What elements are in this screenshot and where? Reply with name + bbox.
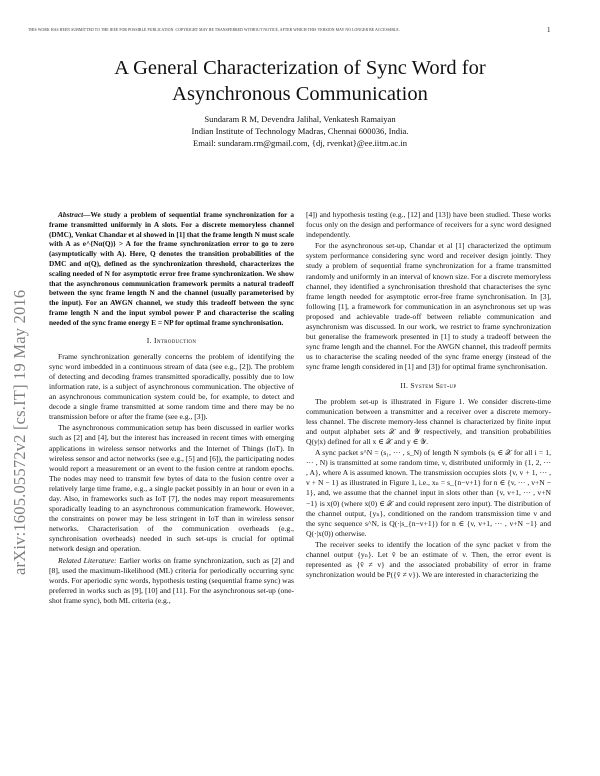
setup-paragraph-3: The receiver seeks to identify the location of the sync packet v from the channel output {yₙ}. Let v̂ be an estimate of v. Then, the error event is represented as {v̂ ≠ v} and the associated probability of error in frame synchronization would be P({v̂ ≠ v}). We are interested in characterizing the — [306, 539, 551, 580]
title-line-1: A General Characterization of Sync Word for — [114, 57, 486, 79]
intro-paragraph-3: For the asynchronous set-up, Chandar et al [1] characterized the optimum system performance considering sync word and receiver design jointly. They study a problem of sequential frame synchronization for a frame transmitted randomly and uniformly in an interval of known size. For a discrete memoryless channel, they identified a synchronisation threshold that characterises the sync frame length needed for asymptotic error-free frame synchronisation. In [3], following [1], a framework for communication in an asynchronous set up was proposed and achievable trade-off between reliable communication and asynchronism was discussed. In our work, we restrict to frame synchronization but generalise the framework presented in [1] to study a tradeoff between the sync frame length and the channel. For the AWGN channel, this tradeoff permits us to characterise the scaling needed of the sync frame energy (instead of the sync frame length considered in [1] and [3]) for optimal frame synchronisation. — [306, 241, 551, 372]
section-heading-system-setup: II. System Set-up — [400, 380, 457, 390]
arxiv-stamp: arXiv:1605.05572v2 [cs.IT] 19 May 2016 — [10, 289, 29, 575]
author-affiliation: Indian Institute of Technology Madras, Chennai 600036, India. — [191, 126, 409, 136]
related-literature-paragraph — [49, 556, 294, 606]
intro-paragraph-1: Frame synchronization generally concerns the problem of identifying the sync word imbedded in a continuous stream of data (see e.g., [2]). The problem of detecting and decoding frames transmitted sporadically, possibly due to low information rate, is a subject of asynchronous communication. The objective of an asynchronous communication system could be, for example, to detect and decode a single frame transmitted at some random time and there may be no transmission before or after the frame (see e.g., [3]). — [49, 351, 294, 422]
setup-paragraph-1: The problem set-up is illustrated in Figure 1. We consider discrete-time communication between a transmitter and a receiver over a discrete memory-less channel. The discrete memory-less channel is characterized by finite input and output alphabet sets 𝒳 and 𝒴 respectively, and transition probabilities Q(y|x) defined for all x ∈ 𝒳 and y ∈ 𝒴. — [306, 396, 551, 446]
abstract-label: Abstract — [58, 210, 84, 219]
copyright-notice: THIS WORK HAS BEEN SUBMITTED TO THE IEEE FOR POSSIBLE PUBLICATION. COPYRIGHT MAY BE TRANSFERRED WITHOUT NOTICE, AFTER WHICH THIS VERSION MAY NO LONGER BE ACCESSIBLE. — [28, 28, 400, 32]
related-literature-label: Related Literature: — [58, 555, 117, 565]
related-literature-text: Earlier works on frame synchronization, such as [2] and [8], used the maximum-likelihood (ML) criteria for periodically occurring sync words. For aperiodic sync words, hypothesis testing (sequential frame sync) was preferred in works such as [9], [10] and [11]. For the asynchronous set-up (one-shot frame sync), both ML criteria (e.g., — [49, 555, 294, 605]
title-line-2: Asynchronous Communication — [172, 83, 428, 105]
setup-paragraph-2: A sync packet s^N = (s₁, ··· , s_N) of length N symbols (sᵢ ∈ 𝒳 for all i = 1, ··· , N) is transmitted at some random time, v, distributed uniformly in {1, 2, ··· , A}, where A is assumed known. The transmission occupies slots {v, v + 1, ··· , v + N − 1} as illustrated in Figure 1, i.e., xₙ = s_{n−v+1} for n ∈ {v, ··· , v+N − 1}, and, we assume that the channel input in slots other than {v, v+1, ··· , v+N −1} is x(0) (where x(0) ∈ 𝒳 and could represent zero input). The distribution of the channel output, {yₙ}, conditioned on the random transmission time v and the sync sequence s^N, is Q(·|s_{n−v+1}) for n ∈ {v, v+1, ··· , v+N −1} and Q(·|x(0)) otherwise. — [306, 448, 551, 538]
left-column — [49, 210, 294, 607]
author-email: Email: sundaram.rm@gmail.com, {dj, rvenkat}@ee.iitm.ac.in — [192, 138, 408, 148]
right-column — [306, 210, 551, 581]
abstract — [49, 210, 294, 328]
paper-title — [40, 55, 560, 107]
intro-paragraph-continued: [4]) and hypothesis testing (e.g., [12] and [13]) have been studied. These works focus only on the design and performance of receivers for a sync word designed independently. — [306, 210, 551, 240]
author-block — [40, 113, 560, 149]
section-heading-introduction: I. Introduction — [146, 335, 197, 345]
page-number: 1 — [547, 26, 551, 34]
intro-paragraph-2: The asynchronous communication setup has been discussed in earlier works such as [2] and [4], but the interest has increased in recent times with emerging applications in wireless sensor networks and the Internet of Things (IoT). In wireless sensor and actor networks (see e.g., [5] and [6]), the participating nodes would report a measurement or an event to the fusion centre at random epochs. The nodes may need to transmit few bytes of data to the fusion centre over a relatively large time frame, e.g., a single packet possibly in an hour or even in a day. Also, in frameworks such as IoT [7], the nodes may report measurements sporadically leading to an asynchronous communication framework. However, the constraints on power may be less stringent in IoT than in wireless sensor networks. Characterisation of the communication overheads (e.g., synchronisation overheads) needed in such set-ups is crucial for optimal network design and operation. — [49, 423, 294, 554]
author-names: Sundaram R M, Devendra Jalihal, Venkatesh Ramaiyan — [204, 114, 396, 124]
abstract-text: —We study a problem of sequential frame synchronization for a frame transmitted uniformly in A slots. For a discrete memoryless channel (DMC), Venkat Chandar et al showed in [1] that the frame length N must scale with A as e^{Nα(Q)} > A for the frame synchronization error to go to zero (asymptotically with A). Here, Q denotes the transition probabilities of the DMC and α(Q), defined as the synchronization threshold, characterizes the scaling needed of N for asymptotic error free frame synchronization. We show that the asynchronous communication framework permits a natural tradeoff between the sync frame length N and the channel (usually parameterised by the input). For an AWGN channel, we study this tradeoff between the sync frame length N and the input symbol power P and characterise the scaling needed of the sync frame energy E = NP for optimal frame synchronisation. — [49, 210, 294, 327]
